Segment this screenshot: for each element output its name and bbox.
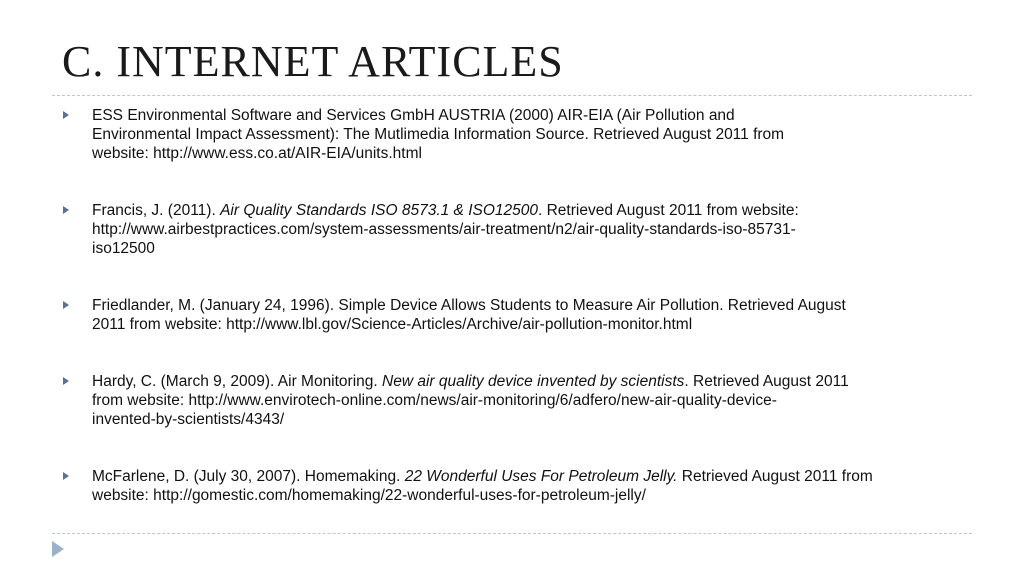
reference-line — [92, 372, 970, 391]
reference-line — [92, 144, 970, 163]
reference-line — [92, 296, 970, 315]
triangle-bullet-icon — [63, 111, 69, 119]
reference-text: Retrieved August 2011 from — [677, 468, 873, 485]
reference-text: 2011 from website: http://www.lbl.gov/Science-Articles/Archive/air-pollution-monitor.html — [92, 316, 693, 333]
reference-title-italic: New air quality device invented by scientists — [382, 373, 685, 390]
reference-text: Hardy, C. (March 9, 2009). Air Monitoring. — [92, 373, 383, 390]
triangle-bullet-icon — [63, 301, 69, 309]
reference-text: . Retrieved August 2011 — [684, 373, 849, 390]
reference-text: from website: http://www.envirotech-online.com/news/air-monitoring/6/adfero/new-air-quality-device- — [92, 392, 777, 409]
reference-line — [92, 220, 970, 239]
reference-text: website: http://gomestic.com/homemaking/22-wonderful-uses-for-petroleum-jelly/ — [92, 487, 646, 504]
reference-text: . Retrieved August 2011 from website: — [538, 202, 799, 219]
reference-line — [92, 467, 970, 486]
reference-item — [60, 372, 970, 429]
title-divider — [52, 95, 972, 96]
triangle-bullet-icon — [63, 377, 69, 385]
reference-text: website: http://www.ess.co.at/AIR-EIA/units.html — [92, 145, 422, 162]
reference-line — [92, 391, 970, 410]
reference-list — [60, 106, 970, 543]
reference-text: http://www.airbestpractices.com/system-assessments/air-treatment/n2/air-quality-standards-iso-85731- — [92, 221, 796, 238]
reference-text: Environmental Impact Assessment): The Mutlimedia Information Source. Retrieved August 2011 from — [92, 126, 785, 143]
reference-line — [92, 201, 970, 220]
reference-text: Francis, J. (2011). — [92, 202, 221, 219]
reference-item — [60, 201, 970, 258]
reference-text: ESS Environmental Software and Services GmbH AUSTRIA (2000) AIR-EIA (Air Pollution and — [92, 107, 735, 124]
play-arrow-icon[interactable] — [52, 541, 64, 557]
reference-line — [92, 125, 970, 144]
reference-text: invented-by-scientists/4343/ — [92, 411, 285, 428]
reference-line — [92, 486, 970, 505]
slide-title: C. INTERNET ARTICLES — [62, 37, 564, 86]
reference-title-italic: 22 Wonderful Uses For Petroleum Jelly. — [404, 468, 678, 485]
reference-title-italic: Air Quality Standards ISO 8573.1 & ISO12500 — [220, 202, 538, 219]
triangle-bullet-icon — [63, 472, 69, 480]
reference-text: iso12500 — [92, 240, 155, 257]
footer-divider — [52, 533, 972, 534]
reference-text: McFarlene, D. (July 30, 2007). Homemaking. — [92, 468, 405, 485]
reference-item — [60, 106, 970, 163]
triangle-bullet-icon — [63, 206, 69, 214]
reference-line — [92, 315, 970, 334]
reference-line — [92, 239, 970, 258]
reference-item — [60, 467, 970, 505]
reference-line — [92, 106, 970, 125]
reference-item — [60, 296, 970, 334]
reference-text: Friedlander, M. (January 24, 1996). Simple Device Allows Students to Measure Air Pollution. Retrieved August — [92, 297, 846, 314]
reference-line — [92, 410, 970, 429]
